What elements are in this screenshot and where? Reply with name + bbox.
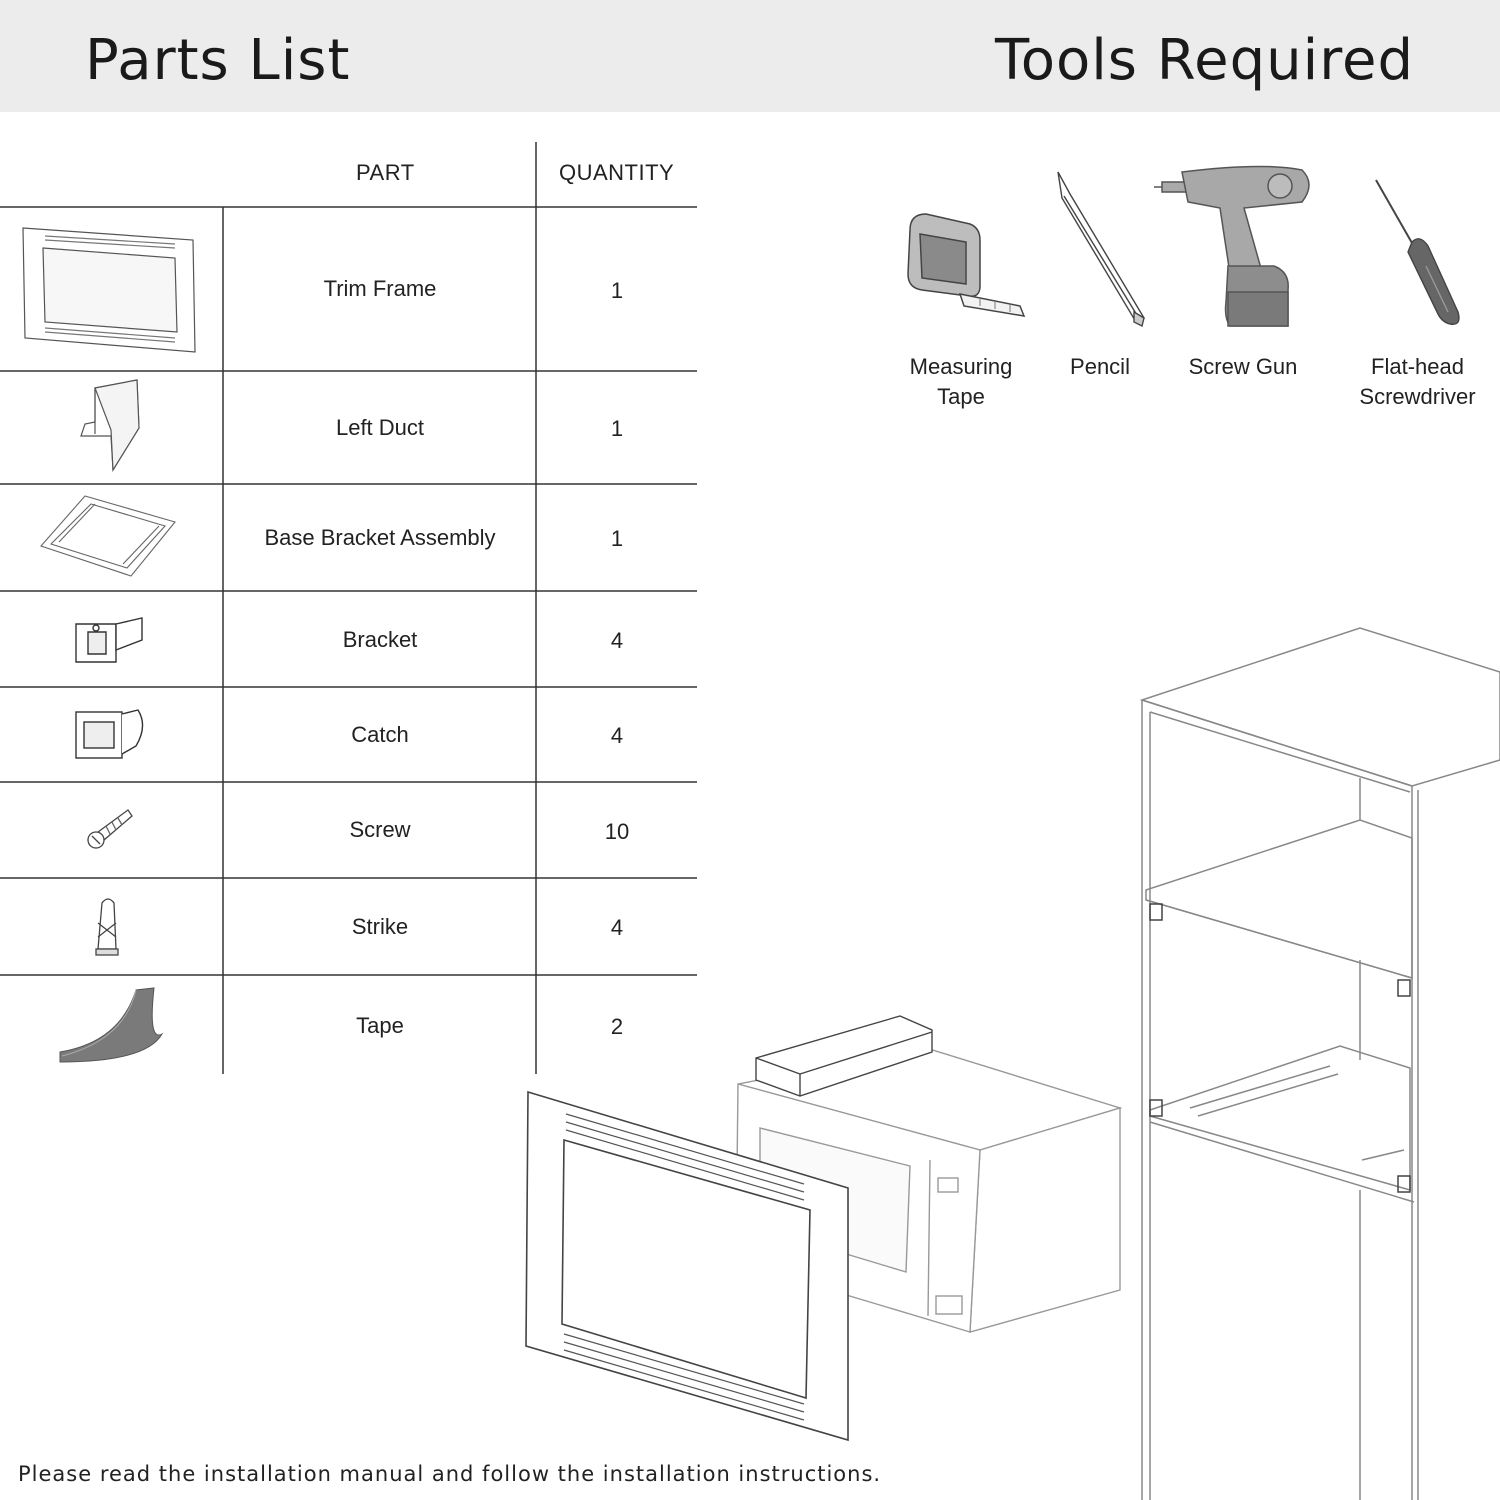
part-qty-bracket: 4 xyxy=(610,628,624,653)
tool-label-measuring-tape: Measuring Tape xyxy=(909,354,1013,409)
tool-label-screw-gun: Screw Gun xyxy=(1188,354,1298,379)
installation-note: Please read the installation manual and follow the installation instructions. xyxy=(18,1462,882,1486)
part-qty-base-bracket: 1 xyxy=(610,526,624,551)
part-name-catch: Catch xyxy=(351,722,409,747)
column-header-quantity: QUANTITY xyxy=(559,160,675,185)
part-qty-tape: 2 xyxy=(610,1014,624,1039)
part-qty-trim-frame: 1 xyxy=(610,278,624,303)
part-name-screw: Screw xyxy=(349,817,411,842)
column-header-part: PART xyxy=(356,160,415,185)
part-name-left-duct: Left Duct xyxy=(335,415,425,440)
tools-required-title: Tools Required xyxy=(995,28,1414,93)
part-name-tape: Tape xyxy=(356,1013,404,1038)
part-qty-left-duct: 1 xyxy=(610,416,624,441)
part-qty-screw: 10 xyxy=(604,819,630,844)
parts-list-title: Parts List xyxy=(85,28,351,93)
part-name-strike: Strike xyxy=(351,914,409,939)
part-qty-strike: 4 xyxy=(610,915,624,940)
part-name-trim-frame: Trim Frame xyxy=(323,276,437,301)
part-qty-catch: 4 xyxy=(610,723,624,748)
cabinet-drawing xyxy=(1142,628,1500,1500)
part-name-bracket: Bracket xyxy=(342,627,418,652)
part-name-base-bracket: Base Bracket Assembly xyxy=(264,525,496,550)
tool-label-pencil: Pencil xyxy=(1070,354,1130,379)
tool-label-screwdriver: Flat-head Screwdriver xyxy=(1359,354,1476,409)
